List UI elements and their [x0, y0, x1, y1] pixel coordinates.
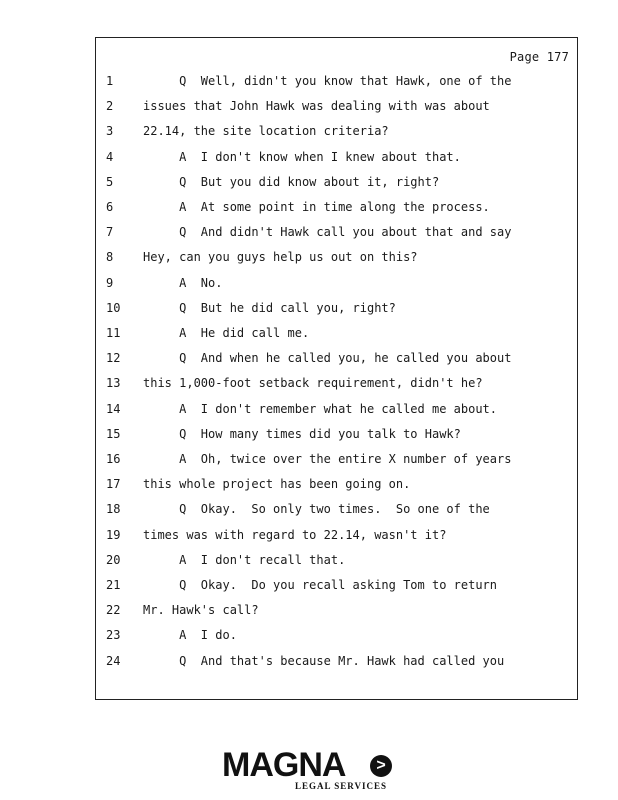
transcript-line — [96, 578, 577, 598]
transcript-line — [96, 74, 577, 94]
line-text: this 1,000-foot setback requirement, didn't he? — [143, 376, 483, 391]
transcript-line — [96, 200, 577, 220]
transcript-line — [96, 225, 577, 245]
line-number: 20 — [106, 552, 121, 567]
line-number: 22 — [106, 603, 121, 618]
line-number: 18 — [106, 502, 121, 517]
line-number: 1 — [106, 74, 114, 88]
line-number: 3 — [106, 124, 114, 139]
logo-subtitle: LEGAL SERVICES — [295, 781, 387, 791]
line-number: 12 — [106, 351, 121, 366]
line-number: 21 — [106, 578, 121, 592]
line-number: 19 — [106, 527, 121, 542]
line-number: 10 — [106, 300, 121, 315]
transcript-line — [96, 150, 577, 170]
line-number: 15 — [106, 426, 121, 441]
line-text: A No. — [143, 275, 223, 290]
transcript-line — [96, 99, 577, 119]
transcript-line — [96, 528, 577, 548]
line-number: 4 — [106, 149, 114, 164]
transcript-line — [96, 654, 577, 674]
line-text: Q How many times did you talk to Hawk? — [143, 426, 461, 441]
transcript-line — [96, 124, 577, 144]
line-number: 5 — [106, 174, 114, 189]
line-text: Hey, can you guys help us out on this? — [143, 250, 418, 265]
line-number: 13 — [106, 376, 121, 391]
line-text: Q Okay. So only two times. So one of the — [143, 502, 490, 517]
line-text: A I don't recall that. — [143, 552, 346, 567]
line-text: Mr. Hawk's call? — [143, 603, 259, 618]
line-text: Q But you did know about it, right? — [143, 174, 440, 189]
line-number: 9 — [106, 275, 114, 290]
transcript-page — [95, 37, 578, 700]
line-text: times was with regard to 22.14, wasn't it? — [143, 527, 447, 542]
line-text: A He did call me. — [143, 326, 310, 340]
transcript-line — [96, 553, 577, 573]
logo-wordmark: MAGNA — [222, 746, 346, 784]
transcript-line — [96, 603, 577, 623]
line-text: Q Okay. Do you recall asking Tom to return — [143, 578, 498, 592]
line-text: 22.14, the site location criteria? — [143, 124, 389, 139]
line-text: A I do. — [143, 628, 237, 643]
transcript-line — [96, 477, 577, 497]
transcript-line — [96, 301, 577, 321]
line-text: A I don't know when I knew about that. — [143, 149, 461, 164]
transcript-line — [96, 502, 577, 522]
line-text: A I don't remember what he called me about. — [143, 401, 498, 416]
line-number: 23 — [106, 628, 121, 643]
transcript-line — [96, 427, 577, 447]
transcript-line — [96, 351, 577, 371]
line-number: 2 — [106, 99, 114, 114]
line-number: 24 — [106, 653, 121, 668]
line-number: 6 — [106, 200, 114, 214]
line-number: 7 — [106, 225, 114, 240]
line-text: this whole project has been going on. — [143, 477, 411, 492]
line-text: Q And didn't Hawk call you about that and say — [143, 225, 512, 240]
line-number: 16 — [106, 452, 121, 466]
transcript-line — [96, 175, 577, 195]
transcript-line — [96, 452, 577, 472]
line-text: Q Well, didn't you know that Hawk, one of the — [143, 74, 512, 88]
transcript-line — [96, 326, 577, 346]
line-number: 8 — [106, 250, 114, 265]
transcript-line — [96, 402, 577, 422]
line-number: 17 — [106, 477, 121, 492]
logo-arrow-icon: > — [370, 755, 392, 777]
line-text: A At some point in time along the process. — [143, 200, 490, 214]
transcript-line — [96, 276, 577, 296]
line-number: 11 — [106, 326, 121, 340]
line-text: Q And that's because Mr. Hawk had called you — [143, 653, 505, 668]
line-number: 14 — [106, 401, 121, 416]
line-text: A Oh, twice over the entire X number of years — [143, 452, 512, 466]
line-text: issues that John Hawk was dealing with was about — [143, 99, 490, 114]
transcript-line — [96, 376, 577, 396]
page-number: Page 177 — [509, 50, 569, 64]
magna-logo — [222, 748, 397, 794]
line-text: Q But he did call you, right? — [143, 300, 396, 315]
transcript-line — [96, 250, 577, 270]
line-text: Q And when he called you, he called you about — [143, 351, 512, 366]
transcript-line — [96, 628, 577, 648]
